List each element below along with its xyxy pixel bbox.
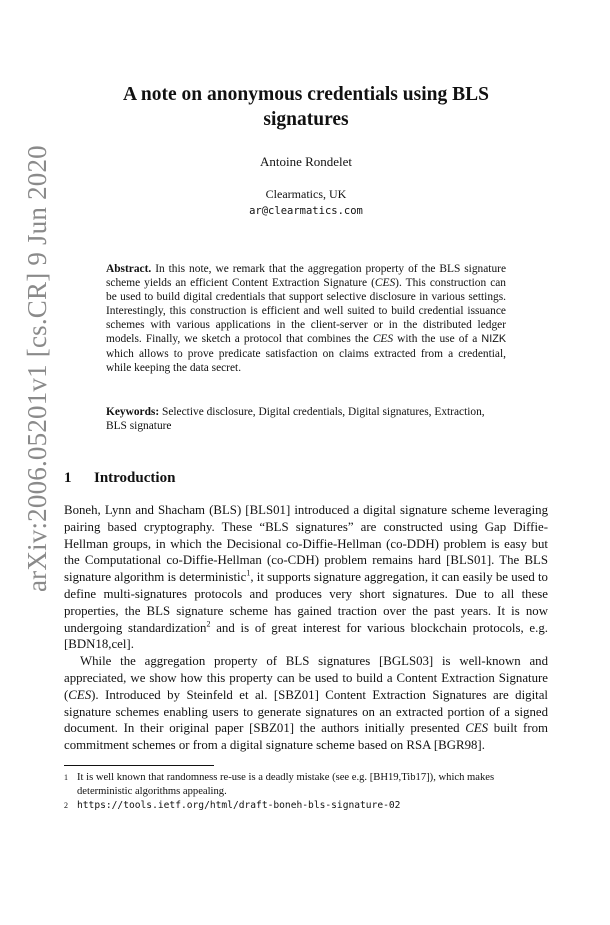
abstract-text: ). This construction can be used to build digital credentials that support selective disclosure in various settings. Interestingly, this construction is efficient and well suited to build credential issuance schemes with various applications in the client-server or in the distributed ledger models. Finally, we sketch a protocol that combines the: [106, 277, 507, 346]
section-number: 1: [64, 470, 72, 486]
footnote: [64, 771, 548, 798]
section-heading: [64, 470, 175, 487]
footnote-ref[interactable]: 2: [206, 619, 211, 629]
nizk-term: NIZK: [481, 333, 507, 346]
ces-term: CES: [374, 277, 396, 290]
paper-title: [64, 82, 548, 132]
keywords: [106, 405, 506, 433]
body-text: [64, 502, 548, 754]
footnote-rule: [64, 765, 214, 766]
abstract: [106, 262, 506, 375]
footnote-text: It is well known that randomness re-use is a deadly mistake (see e.g. [BH19,Tib17]), which makes deterministic algorithms appealing.: [77, 772, 495, 797]
abstract-text: which allows to prove predicate satisfaction on claims extracted from a credential, while keeping the data secret.: [106, 347, 506, 374]
title-line-1: A note on anonymous credentials using BLS: [123, 84, 489, 105]
ces-term: CES: [372, 333, 394, 346]
footnote-mark: 1: [64, 773, 68, 782]
author-email: ar@clearmatics.com: [249, 205, 363, 217]
paragraph: While the aggregation property of BLS signatures [BGLS03] is well-known and appreciated, we show how this property can be used to build a Content Extraction Signature (CES). Introduced by Steinfeld et al. [SBZ01] Content Extraction Signatures are digital signature schemes enabling users to generate signatures on an extracted portion of a signed document. In their original paper [SBZ01] the authors initially presented CES built from commitment schemes or from a digital signature scheme based on RSA [BGR98].: [64, 654, 549, 753]
author-name: Antoine Rondelet: [259, 154, 353, 169]
affiliation: Clearmatics, UK: [265, 187, 347, 201]
section-title: Introduction: [94, 470, 176, 486]
title-line-2: signatures: [263, 109, 349, 130]
footnote-ref[interactable]: 1: [246, 568, 251, 578]
footnote: [64, 799, 548, 813]
footnote-mark: 2: [64, 801, 68, 810]
abstract-text: In this note, we remark that the aggregation property of the BLS signature scheme yields an efficient Content Extraction Signature (: [106, 263, 506, 290]
keywords-text: Selective disclosure, Digital credentials, Digital signatures, Extraction, BLS signature: [106, 406, 485, 433]
arxiv-identifier: arXiv:2006.05201v1 [cs.CR] 9 Jun 2020: [22, 145, 52, 592]
abstract-label: Abstract.: [106, 263, 152, 275]
footnote-link[interactable]: https://tools.ietf.org/html/draft-boneh-bls-signature-02: [77, 800, 401, 811]
paragraph: Boneh, Lynn and Shacham (BLS) [BLS01] introduced a digital signature scheme leveraging pairing based cryptography. These “BLS signatures” are constructed using Gap Diffie-Hellman groups, in which the Decisional co-Diffie-Hellman (co-DDH) problem is easy but the Computational co-Diffie-Hellman (co-CDH) problem remains hard [BLS01]. The BLS signature algorithm is deterministic$^1$, it supports signature aggregation, it can easily be used to define multi-signatures protocols and produces very short signatures. Due to all these properties, the BLS signature scheme has gained traction over the past years. It is now undergoing standardization$^2$ and is of great interest for various blockchain protocols, e.g. [BDN18,cel].: [64, 503, 548, 652]
affiliation-block: [64, 186, 548, 219]
footnotes: [64, 771, 548, 814]
abstract-text: with the use of a: [393, 333, 482, 346]
keywords-label: Keywords:: [106, 406, 160, 418]
